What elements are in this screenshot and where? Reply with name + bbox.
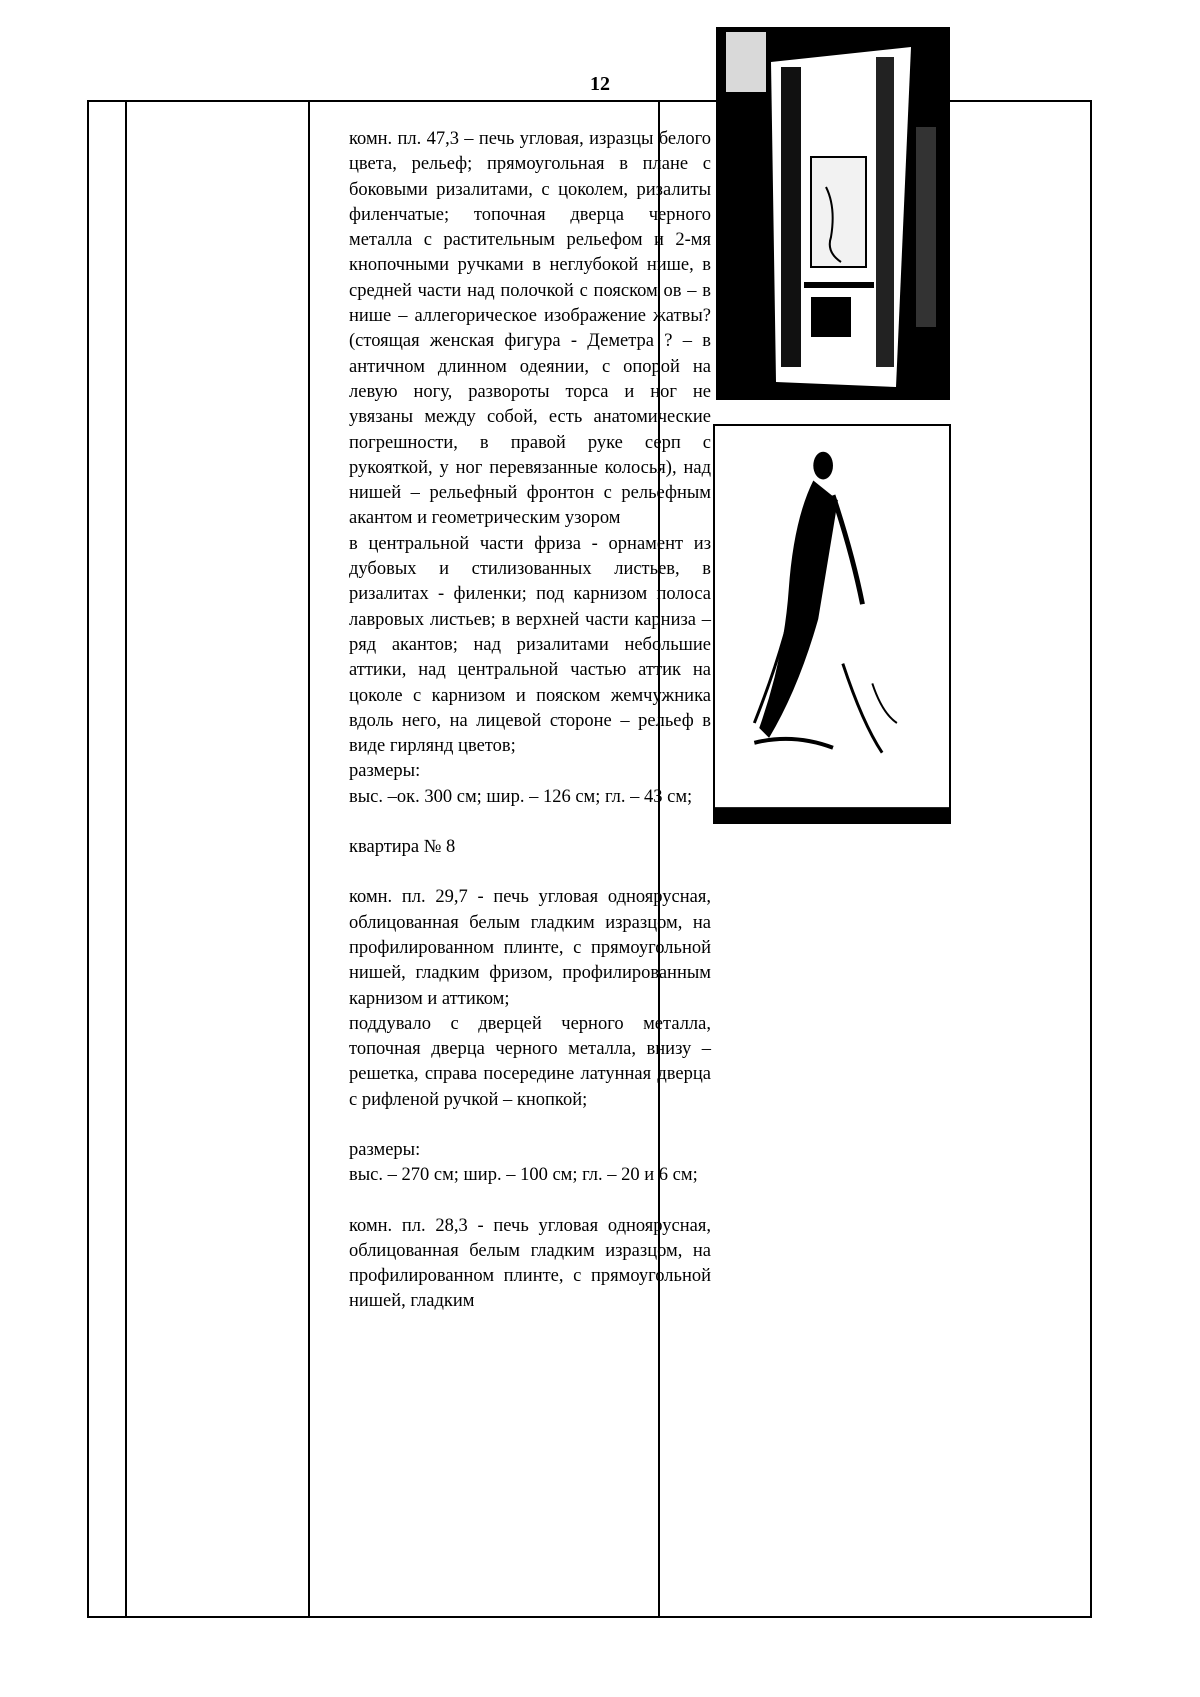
paragraph-size-label-2: размеры: (349, 1139, 421, 1160)
paragraph-stove-29: комн. пл. 29,7 - печь угловая одноярусная, облицованная белым гладким изразцом, на профилированном плинте, с прямоугольной нишей, гладким фризом, профилированным карнизом и аттиком; (349, 887, 711, 1009)
paragraph-stove-47: комн. пл. 47,3 – печь угловая, изразцы белого цвета, рельеф; прямоугольная в плане с боковыми ризалитами, с цоколем, ризалиты филенчатые; топочная дверца черного металла с растительным рельефом и 2-мя кнопочными ручками в неглубокой нише, в средней части над полочкой с пояском ов – в нише – аллегорическое изображение жатвы? (стоящая женская фигура - Деметра ? – в античном длинном одеянии, с опорой на левую ногу, развороты торса и ног не увязаны между собой, есть анатомические погрешности, в правой руке серп с рукояткой, у ног перевязанные колосья), над нишей – рельефный фронтон с рельефным акантом и геометрическим узором (349, 129, 711, 529)
paragraph-size-values-2: выс. – 270 см; шир. – 100 см; гл. – 20 и 6 см; (349, 1165, 698, 1186)
relief-figure-photo (713, 424, 951, 824)
description-cell (339, 102, 721, 1616)
column-divider-1 (125, 102, 127, 1616)
page-number: 12 (590, 73, 610, 95)
apartment-heading: квартира № 8 (349, 837, 456, 858)
paragraph-size-values-1: выс. –ок. 300 см; шир. – 126 см; гл. – 43 см; (349, 786, 693, 807)
stove-photo (716, 27, 950, 400)
paragraph-size-label-1: размеры: (349, 761, 421, 782)
paragraph-frieze: в центральной части фриза - орнамент из дубовых и стилизованных листьев, в ризалитах - филенки; под карнизом полоса лавровых листьев; в верхней части карниза – ряд акантов; над ризалитами небольшие аттики, над центральной частью аттик на цоколе с карнизом и пояском жемчужника вдоль него, на лицевой стороне – рельеф в виде гирлянд цветов; (349, 533, 711, 757)
column-divider-2 (308, 102, 310, 1616)
paragraph-doors: поддувало с дверцей черного металла, топочная дверца черного металла, внизу – решетка, справа посередине латунная дверца с рифленой ручкой – кнопкой; (349, 1013, 711, 1110)
paragraph-stove-28: комн. пл. 28,3 - печь угловая одноярусная, облицованная белым гладким изразцом, на профилированном плинте, с прямоугольной нишей, гладким (349, 1215, 711, 1312)
